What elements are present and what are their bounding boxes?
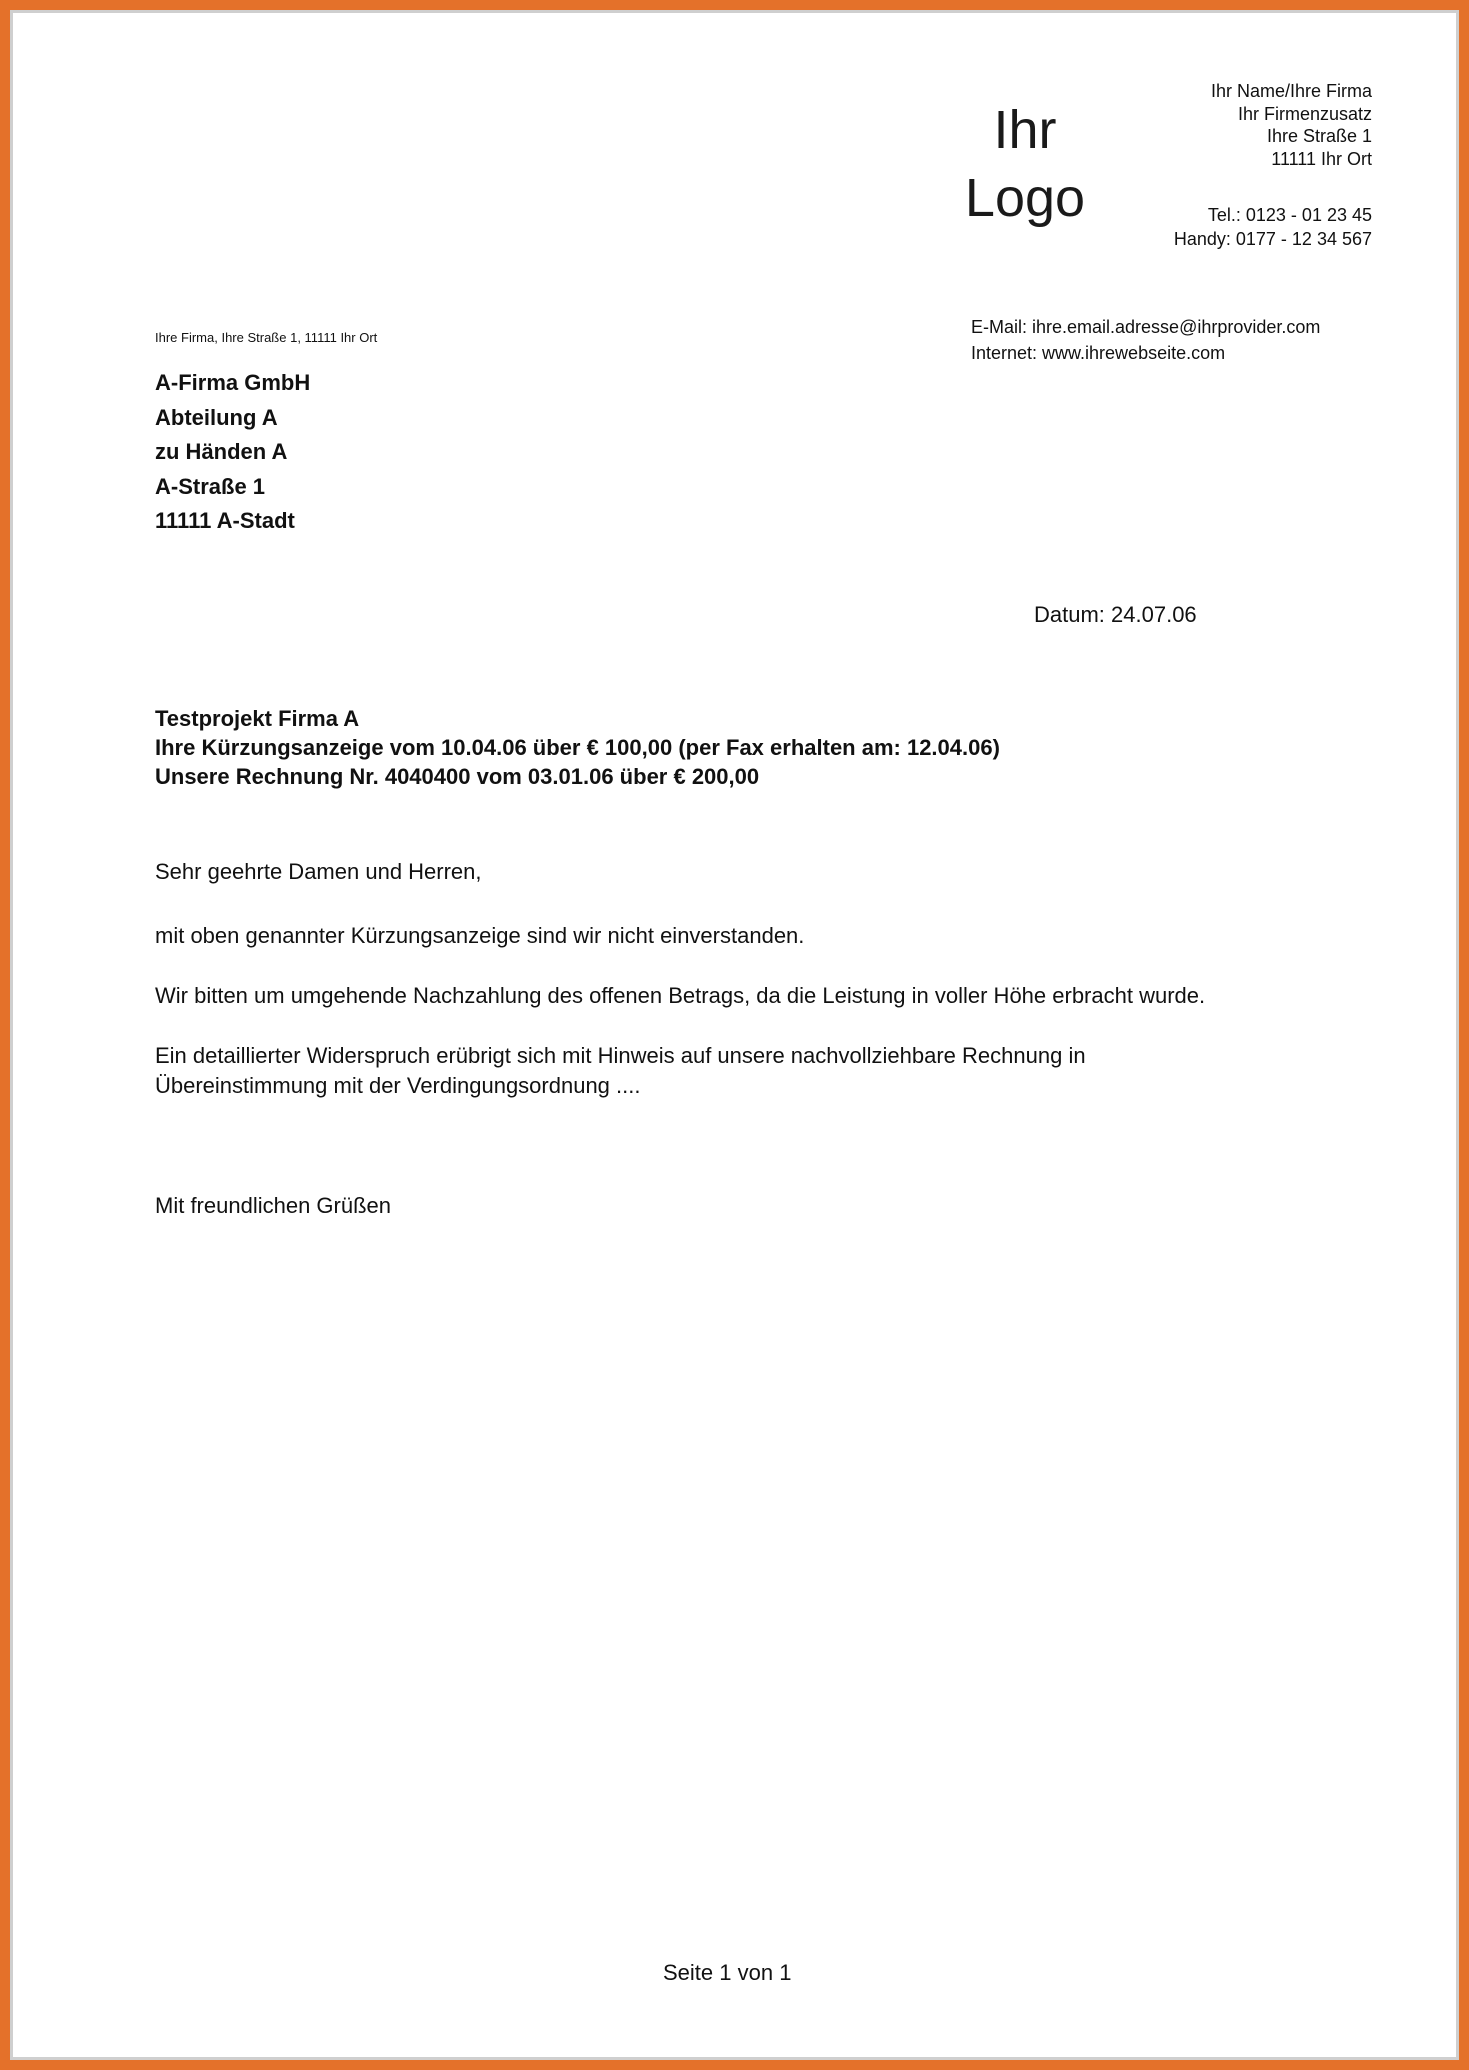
- logo-placeholder: [960, 96, 1090, 232]
- sender-name: Ihr Name/Ihre Firma: [1210, 81, 1372, 101]
- sender-online-block: [971, 314, 1320, 366]
- recipient-company: A-Firma GmbH: [155, 370, 311, 395]
- recipient-street: A-Straße 1: [155, 473, 266, 499]
- logo-line-2: Logo: [964, 168, 1086, 228]
- subject-invoice: Unsere Rechnung Nr. 4040400 vom 03.01.06 über € 200,00: [155, 764, 760, 789]
- sender-internet: Internet: www.ihrewebseite.com: [971, 343, 1226, 363]
- sender-city: 11111 Ihr Ort: [1271, 148, 1372, 169]
- sender-phone-block: [1174, 203, 1372, 251]
- return-address-line: Ihre Firma, Ihre Straße 1, 11111 Ihr Ort: [155, 330, 378, 345]
- body-paragraph-3: [155, 1041, 1086, 1101]
- body-paragraph-3-line-1: Ein detaillierter Widerspruch erübrigt sich mit Hinweis auf unsere nachvollziehbare Rechnung in: [155, 1043, 1086, 1068]
- body-paragraph-1: mit oben genannter Kürzungsanzeige sind wir nicht einverstanden.: [155, 923, 805, 948]
- body-paragraph-3-line-2: Übereinstimmung mit der Verdingungsordnung ....: [155, 1073, 641, 1098]
- recipient-address: [155, 366, 310, 539]
- body-paragraph-2: Wir bitten um umgehende Nachzahlung des offenen Betrags, da die Leistung in voller Höhe erbracht wurde.: [155, 983, 1206, 1008]
- recipient-city: 11111 A-Stadt: [155, 508, 295, 533]
- sender-address: [1211, 80, 1372, 170]
- sender-addition: Ihr Firmenzusatz: [1237, 103, 1372, 124]
- recipient-department: Abteilung A: [155, 404, 278, 430]
- page-number: Seite 1 von 1: [663, 1960, 792, 1985]
- closing: Mit freundlichen Grüßen: [155, 1193, 391, 1218]
- sender-email: E-Mail: ihre.email.adresse@ihrprovider.com: [971, 317, 1321, 337]
- letter-date: Datum: 24.07.06: [1034, 602, 1197, 627]
- sender-tel: Tel.: 0123 - 01 23 45: [1207, 205, 1372, 225]
- recipient-attention: zu Händen A: [155, 439, 288, 464]
- subject-reduction-notice: Ihre Kürzungsanzeige vom 10.04.06 über € 100,00 (per Fax erhalten am: 12.04.06): [155, 735, 1000, 760]
- subject-block: [155, 704, 1000, 791]
- salutation: Sehr geehrte Damen und Herren,: [155, 859, 482, 884]
- sender-handy: Handy: 0177 - 12 34 567: [1173, 229, 1372, 249]
- logo-line-1: Ihr: [993, 100, 1057, 160]
- sender-street: Ihre Straße 1: [1266, 126, 1372, 146]
- subject-project: Testprojekt Firma A: [155, 706, 360, 731]
